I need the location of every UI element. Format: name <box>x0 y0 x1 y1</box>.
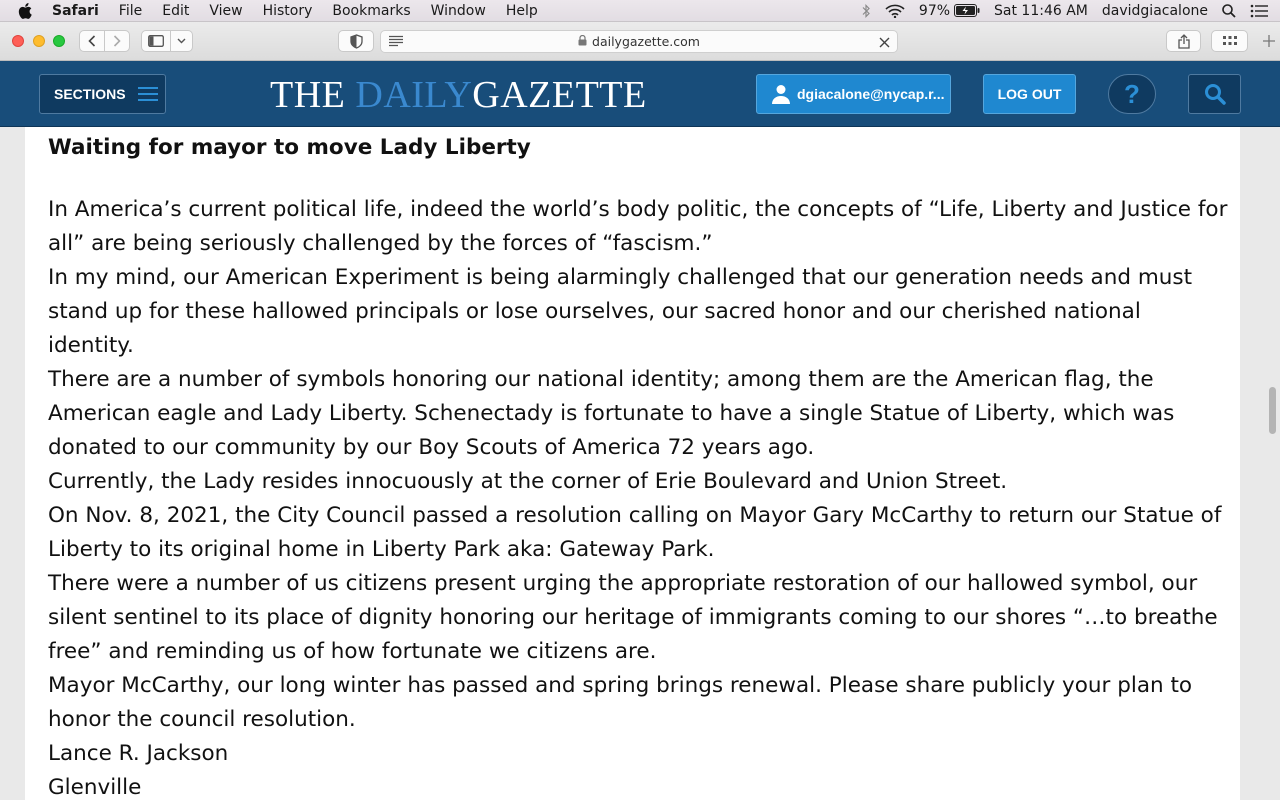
forward-button[interactable] <box>104 30 130 52</box>
hamburger-icon <box>138 86 158 102</box>
masthead-daily: DAILY <box>355 74 473 116</box>
browser-toolbar <box>0 22 1280 61</box>
user-icon <box>771 84 791 104</box>
notification-center-icon[interactable] <box>1250 4 1268 18</box>
masthead-the: THE <box>270 74 346 116</box>
apple-icon[interactable] <box>18 3 36 19</box>
article-paragraph: In America’s current political life, indeed the world’s body politic, the concepts of “Life, Liberty and Justice for all” are being seriously challenged by the forces of “fascism.” <box>48 197 1228 256</box>
share-button[interactable] <box>1166 30 1201 52</box>
masthead-gazette: GAZETTE <box>472 74 647 116</box>
menu-app-safari[interactable]: Safari <box>52 2 99 19</box>
help-button[interactable] <box>1108 74 1156 114</box>
clock[interactable]: Sat 11:46 AM <box>994 2 1088 19</box>
account-email: dgiacalone@nycap.r... <box>797 86 945 102</box>
logout-label: LOG OUT <box>997 86 1062 102</box>
content-area <box>0 127 1280 800</box>
tab-overview-button[interactable] <box>1211 30 1248 52</box>
plus-icon <box>1263 35 1275 47</box>
sidebar-icon <box>148 35 164 47</box>
macos-menu-bar <box>0 0 1280 22</box>
page-scrollbar[interactable] <box>1269 387 1276 434</box>
chevron-left-icon <box>88 35 96 47</box>
article-headline: Waiting for mayor to move Lady Liberty <box>48 135 531 160</box>
grid-icon <box>1223 36 1237 46</box>
reader-view-icon[interactable] <box>389 35 403 50</box>
article-paragraph: Mayor McCarthy, our long winter has passed and spring brings renewal. Please share publicly your plan to honor the council resolution. <box>48 673 1193 732</box>
zoom-window-button[interactable] <box>53 35 65 47</box>
bluetooth-icon[interactable] <box>861 4 871 18</box>
menu-bookmarks[interactable]: Bookmarks <box>332 2 411 19</box>
article-paragraph: On Nov. 8, 2021, the City Council passed a resolution calling on Mayor Gary McCarthy to return our Statue of Liberty to its original home in Liberty Park aka: Gateway Park. <box>48 503 1222 562</box>
chevron-right-icon <box>113 35 121 47</box>
article-paragraph: In my mind, our American Experiment is being alarmingly challenged that our generation needs and must stand up for these hallowed principals or lose ourselves, our sacred honor and our cherished national identity. <box>48 265 1193 358</box>
search-icon <box>1204 83 1226 105</box>
wifi-icon[interactable] <box>885 4 905 18</box>
site-header <box>0 61 1280 127</box>
account-button[interactable] <box>756 74 951 114</box>
search-button[interactable] <box>1188 74 1241 114</box>
menu-window[interactable]: Window <box>430 2 486 19</box>
privacy-report-button[interactable] <box>338 30 374 52</box>
article-text <box>48 193 1228 800</box>
help-icon: ? <box>1124 78 1140 109</box>
new-tab-divider <box>1258 58 1280 59</box>
url-text: dailygazette.com <box>592 34 700 49</box>
shield-icon <box>350 34 363 49</box>
author-location: Glenville <box>48 775 142 800</box>
article-paragraph: Currently, the Lady resides innocuously at the corner of Erie Boulevard and Union Street. <box>48 469 1008 494</box>
battery-percent: 97% <box>918 2 951 19</box>
sections-label: SECTIONS <box>54 86 126 102</box>
back-button[interactable] <box>79 30 105 52</box>
lock-icon <box>578 35 587 49</box>
stop-loading-icon[interactable] <box>879 33 890 52</box>
address-bar[interactable] <box>380 30 898 53</box>
article-paragraph: There are a number of symbols honoring our national identity; among them are the American flag, the American eagle and Lady Liberty. Schenectady is fortunate to have a single Statue of Liberty, which was donated to our community by our Boy Scouts of America 72 years ago. <box>48 367 1175 460</box>
close-window-button[interactable] <box>12 35 24 47</box>
sidebar-toggle-button[interactable] <box>141 30 171 52</box>
logout-button[interactable] <box>983 74 1076 114</box>
menu-edit[interactable]: Edit <box>162 2 190 19</box>
minimize-window-button[interactable] <box>33 35 45 47</box>
menu-history[interactable]: History <box>262 2 313 19</box>
menu-view[interactable]: View <box>209 2 243 19</box>
site-logo[interactable] <box>270 75 660 115</box>
sidebar-options-button[interactable] <box>170 30 193 52</box>
author-name: Lance R. Jackson <box>48 741 229 766</box>
article-paragraph: There were a number of us citizens present urging the appropriate restoration of our hallowed symbol, our silent sentinel to its place of dignity honoring our heritage of immigrants coming to our shores “…to breathe free” and reminding us of how fortunate we citizens are. <box>48 571 1218 664</box>
article-body <box>48 127 1228 800</box>
new-tab-button[interactable] <box>1258 30 1280 52</box>
menu-help[interactable]: Help <box>505 2 538 19</box>
user-name[interactable]: davidgiacalone <box>1101 2 1208 19</box>
sections-button[interactable] <box>39 74 166 114</box>
share-icon <box>1178 34 1190 49</box>
menu-file[interactable]: File <box>118 2 143 19</box>
article-card <box>25 127 1240 800</box>
spotlight-icon[interactable] <box>1222 4 1236 18</box>
chevron-down-icon <box>177 38 186 44</box>
battery-icon[interactable] <box>954 4 980 17</box>
